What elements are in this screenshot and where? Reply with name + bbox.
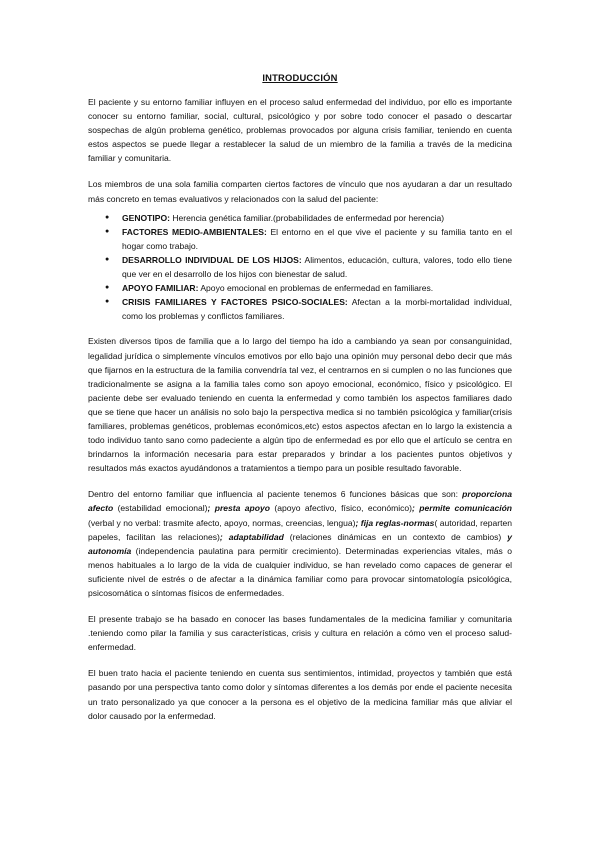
list-item-text: Apoyo emocional en problemas de enfermedad en familiares. — [198, 283, 434, 294]
paragraph-family-factors: Los miembros de una sola familia comparten ciertos factores de vínculo que nos ayudaran a dar un resultado más concreto en temas evaluativos y relacionados con la salud del paciente: — [88, 179, 512, 204]
function-term: proporciona afecto — [88, 489, 512, 514]
function-desc: (verbal y no verbal: trasmite afecto, apoyo, normas, creencias, lengua) — [88, 517, 356, 528]
list-item-term: DESARROLLO INDIVIDUAL DE LOS HIJOS: — [122, 254, 302, 265]
factor-list — [88, 211, 512, 324]
functions-intro: Dentro del entorno familiar que influencia al paciente tenemos 6 funciones básicas que son: — [88, 489, 463, 500]
function-term: ; presta apoyo — [207, 503, 270, 514]
list-item-term: APOYO FAMILIAR: — [122, 283, 199, 294]
list-item-term: FACTORES MEDIO-AMBIENTALES: — [122, 226, 267, 237]
list-item-text: Alimentos, educación, cultura, valores, todo ello tiene que ver en el desarrollo de los hijos con bienestar de salud. — [122, 254, 512, 280]
paragraph-family-types: Existen diversos tipos de familia que a lo largo del tiempo ha ido a cambiando ya sean por consanguinidad, legalidad jurídica o simplemente vínculos emotivos por ello bajo una opinión muy personal debo decir que más que fijarnos en la estructura de la familia convendría tal vez, el centrarnos en si cumplen o no las funciones que tradicionalmente se asigna a la familia tales como son apoyo emocional, económico, físico y psicológico. El paciente debe ser evaluado teniendo en cuenta la enfermedad y como también los aspectos familiares dado que se tiene que hacer un análisis no solo bajo la perspectiva medica si no también psicológica y familiar(crisis familiares, problemas genéticos, problemas económicos,etc) estos aspectos afectan en lo largo la existencia a todo individuo tanto sano como padeciente a algún tipo de enfermedad es por ello que el artículo se centra en brindarnos la información necesaria para estar preparados y brindar a los pacientes puntos objetivos y resultados más exactos ayudándonos a tratamientos a tiempo para un posible resultado favorable. — [88, 336, 512, 474]
list-item-term: GENOTIPO: — [122, 212, 170, 223]
function-term: ; fija reglas-normas — [355, 517, 435, 528]
list-item-text: Afectan a la morbi-mortalidad individual, como los problemas y conflictos familiares. — [122, 297, 512, 322]
list-item-text: Herencia genética familiar.(probabilidades de enfermedad por herencia) — [169, 212, 445, 223]
function-term: ; adaptabilidad — [219, 531, 284, 542]
list-item — [122, 281, 512, 295]
function-desc: ( autoridad, reparten papeles, facilitan las relaciones) — [88, 517, 512, 542]
paragraph-family-functions — [88, 487, 512, 600]
function-desc: (independencia paulatina para permitir crecimiento). Determinadas experiencias vitales, más o menos habituales a lo largo de la vida de cualquier individuo, se han revelado como capaces de generar el suficiente nivel de estrés o de afectar a la dinámica familiar como para provocar sintomatología psicológica, psicosomática o síntomas físicos de enfermedades. — [88, 545, 512, 598]
paragraph-intro: El paciente y su entorno familiar influyen en el proceso salud enfermedad del individuo, por ello es importante conocer su entorno familiar, social, cultural, psicológico y por sobre todo conocer el pasado o descartar sospechas de algún problema genético, problemas provocados por alguna crisis familiar, teniendo en cuenta estos aspectos se puede llegar a restablecer la salud de un miembro de la familia a través de la medicina familiar y comunitaria. — [88, 97, 512, 164]
paragraph-good-treatment: El buen trato hacia el paciente teniendo en cuenta sus sentimientos, intimidad, proyectos y también que está pasando por una perspectiva tanto como dolor y síntomas diferentes a los demás por ende el paciente necesita un trato personalizado ya que conocer a la persona es el objetivo de la medicina familiar más que aliviar el dolor causado por la enfermedad. — [88, 668, 512, 721]
function-desc: (relaciones dinámicas en un contexto de cambios) — [283, 531, 508, 542]
list-item — [122, 211, 512, 225]
list-item — [122, 295, 512, 323]
list-item — [122, 253, 512, 281]
page-title: INTRODUCCIÓN — [262, 72, 338, 83]
list-item — [122, 225, 512, 253]
function-desc: (apoyo afectivo, físico, económico) — [269, 503, 413, 514]
list-item-term: CRISIS FAMILIARES Y FACTORES PSICO-SOCIALES: — [122, 297, 348, 308]
function-term: ; permite comunicación — [412, 503, 513, 514]
paragraph-present-work: El presente trabajo se ha basado en conocer las bases fundamentales de la medicina familiar y comunitaria .teniendo como pilar la familia y sus características, crisis y cultura en relación a cómo ven el proceso salud-enfermedad. — [88, 614, 512, 653]
function-term: y autonomía — [88, 531, 512, 556]
list-item-text: El entorno en el que vive el paciente y su familia tanto en el hogar como trabajo. — [122, 226, 512, 251]
function-desc: (estabilidad emocional) — [113, 503, 208, 514]
